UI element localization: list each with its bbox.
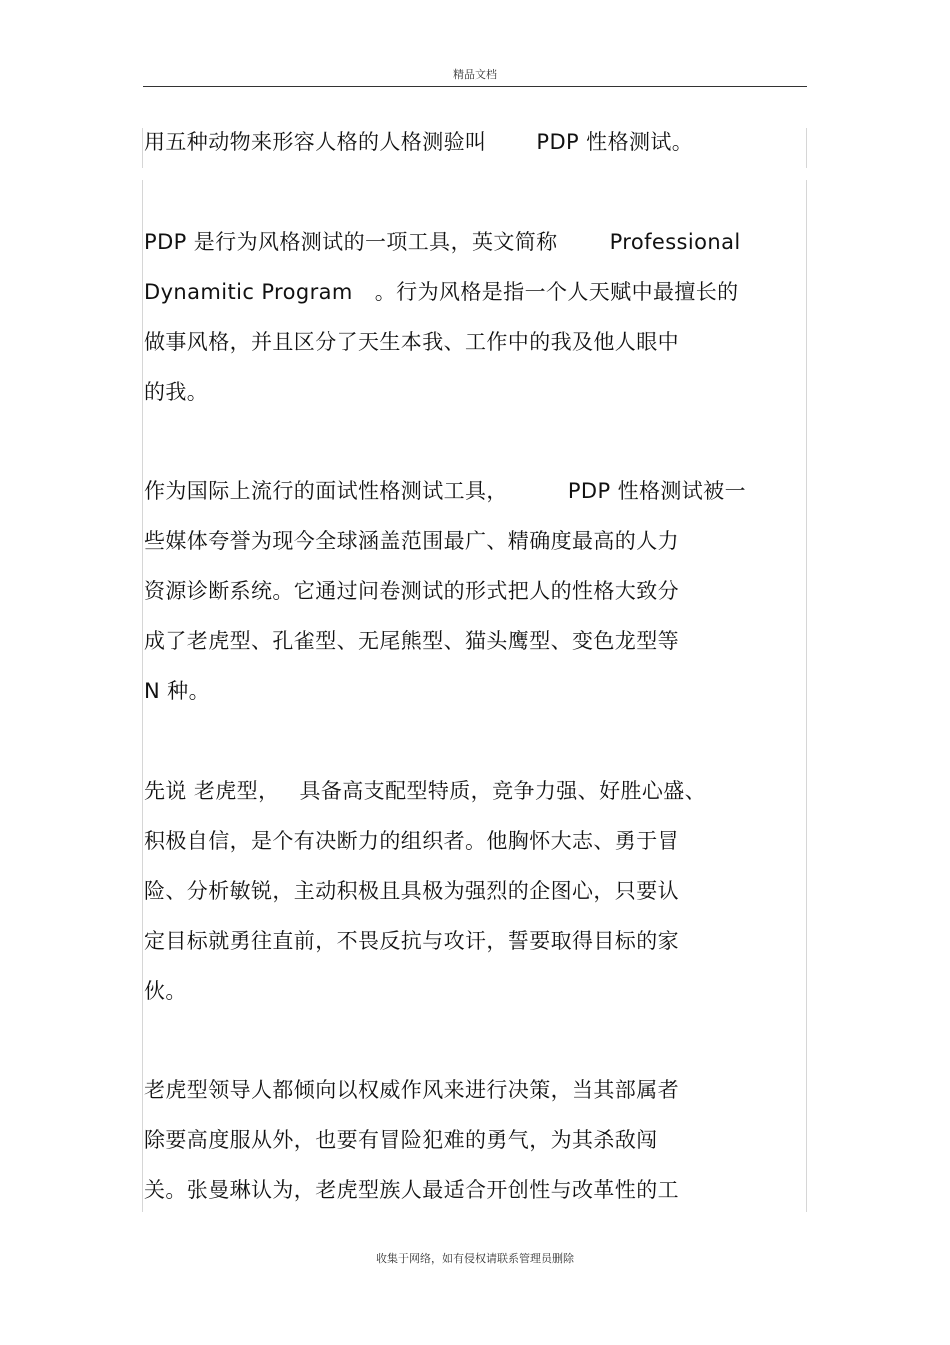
- left-margin-line: [142, 128, 143, 168]
- text-run: Dynamitic Program: [144, 280, 353, 304]
- text-run: 。行为风格是指一个人天赋中最擅长的: [374, 280, 739, 304]
- header-rule: [143, 86, 807, 87]
- body-line: [144, 676, 210, 706]
- body-line: [144, 876, 679, 906]
- text-run: 老虎型领导人都倾向以权威作风来进行决策，当其部属者: [144, 1078, 679, 1102]
- body-line: [144, 576, 679, 606]
- body-line: [144, 776, 706, 806]
- text-run: PDP 性格测试被一: [567, 479, 746, 503]
- left-margin-line: [142, 180, 143, 1212]
- text-run: 先说 老虎型，: [144, 779, 280, 803]
- text-run: 伙。: [144, 979, 187, 1003]
- body-line: [144, 127, 693, 157]
- body-line: [144, 1075, 679, 1105]
- text-run: 作为国际上流行的面试性格测试工具，: [144, 479, 508, 503]
- text-run: 除要高度服从外，也要有冒险犯难的勇气，为其杀敌闯: [144, 1128, 658, 1152]
- body-line: [144, 626, 679, 656]
- body-line: [144, 327, 679, 357]
- text-run: 具备高支配型特质，竞争力强、好胜心盛、: [299, 779, 707, 803]
- body-line: [144, 926, 679, 956]
- body-line: [144, 826, 679, 856]
- text-run: 险、分析敏锐，主动积极且具极为强烈的企图心，只要认: [144, 879, 679, 903]
- page-footer: 收集于网络，如有侵权请联系管理员删除: [376, 1252, 574, 1265]
- right-margin-line: [806, 180, 807, 1212]
- text-run: PDP 是行为风格测试的一项工具，英文简称: [144, 230, 558, 254]
- body-line: [144, 526, 679, 556]
- right-margin-line: [806, 128, 807, 168]
- page-header: 精品文档: [453, 68, 497, 81]
- text-run: N 种。: [144, 679, 210, 703]
- text-run: PDP 性格测试。: [536, 130, 694, 154]
- body-line: [144, 227, 741, 257]
- text-run: 用五种动物来形容人格的人格测验叫: [144, 130, 487, 154]
- text-run: 成了老虎型、孔雀型、无尾熊型、猫头鹰型、变色龙型等: [144, 629, 679, 653]
- text-run: Professional: [609, 230, 741, 254]
- text-run: 做事风格，并且区分了天生本我、工作中的我及他人眼中: [144, 330, 679, 354]
- text-run: 关。张曼琳认为，老虎型族人最适合开创性与改革性的工: [144, 1178, 679, 1202]
- body-line: [144, 976, 187, 1006]
- body-line: [144, 476, 746, 506]
- body-line: [144, 277, 739, 307]
- body-line: [144, 1175, 679, 1205]
- text-run: 资源诊断系统。它通过问卷测试的形式把人的性格大致分: [144, 579, 679, 603]
- text-run: 些媒体夸誉为现今全球涵盖范围最广、精确度最高的人力: [144, 529, 679, 553]
- text-run: 定目标就勇往直前，不畏反抗与攻讦，誓要取得目标的家: [144, 929, 679, 953]
- text-run: 积极自信，是个有决断力的组织者。他胸怀大志、勇于冒: [144, 829, 679, 853]
- text-run: 的我。: [144, 380, 209, 404]
- body-line: [144, 1125, 658, 1155]
- body-line: [144, 377, 208, 407]
